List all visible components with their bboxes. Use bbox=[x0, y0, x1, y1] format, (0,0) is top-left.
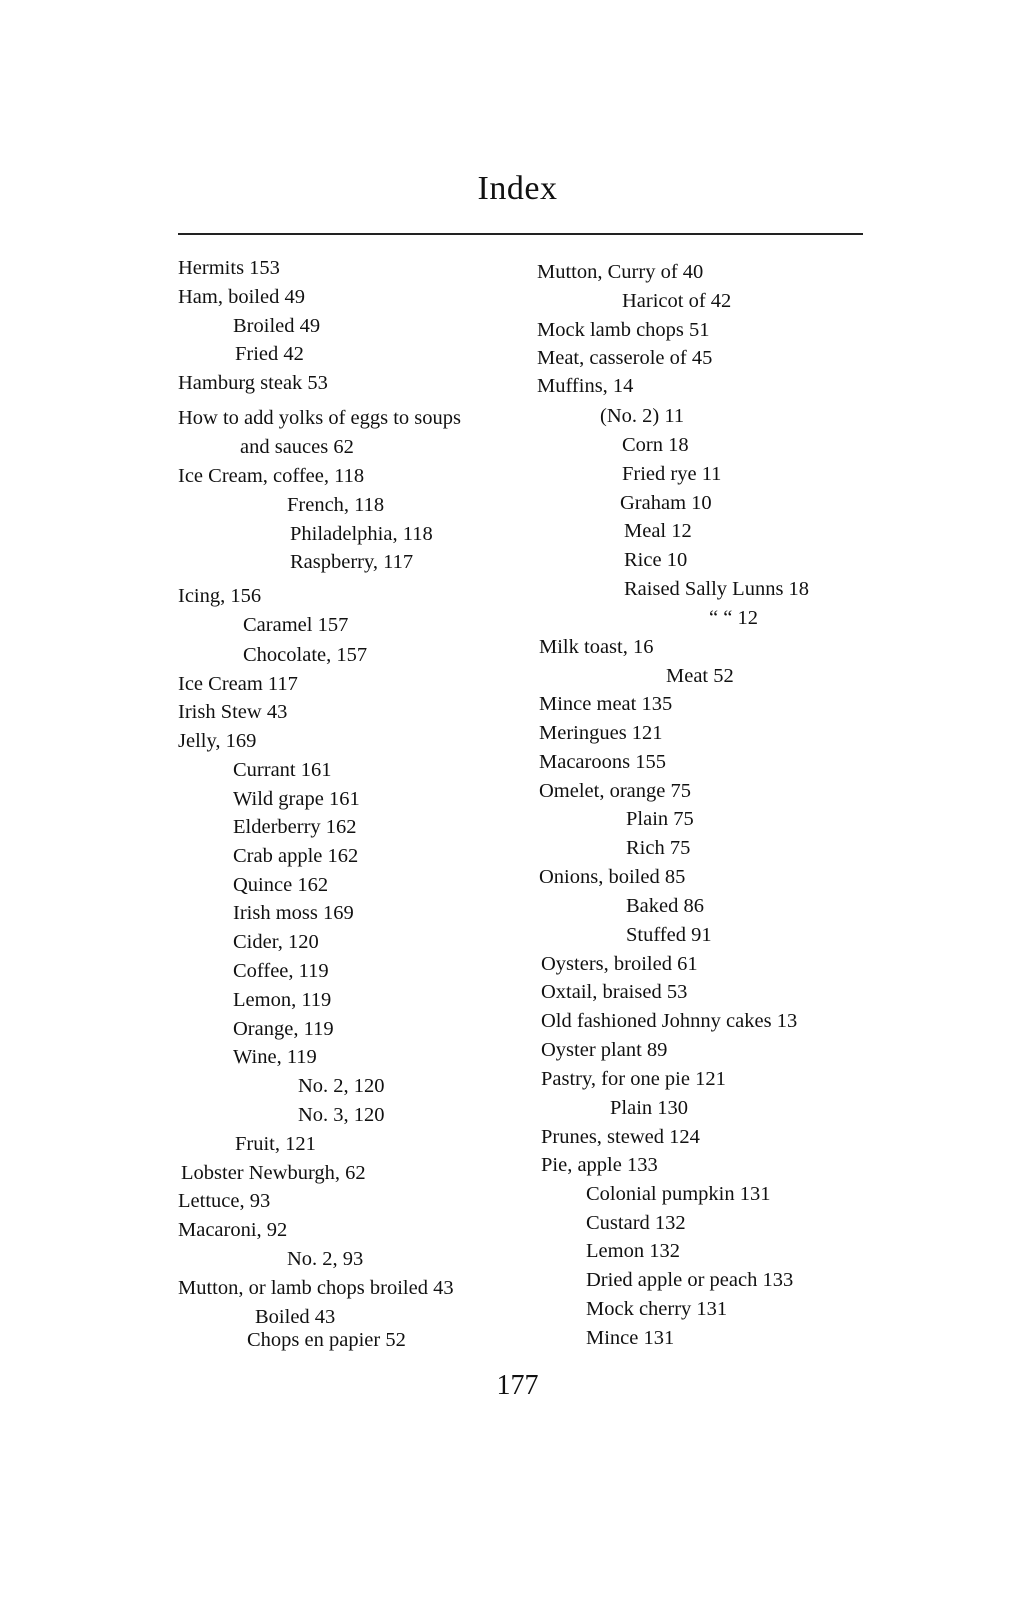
index-entry: Fruit, 121 bbox=[235, 1133, 316, 1155]
index-entry: Philadelphia, 118 bbox=[290, 523, 433, 545]
index-entry: Macaroni, 92 bbox=[178, 1219, 288, 1241]
index-entry: Chocolate, 157 bbox=[243, 644, 368, 666]
index-entry: Prunes, stewed 124 bbox=[541, 1126, 700, 1148]
index-entry: Lemon 132 bbox=[586, 1240, 680, 1262]
index-entry: Mutton, or lamb chops broiled 43 bbox=[178, 1277, 454, 1299]
index-entry: Quince 162 bbox=[233, 874, 329, 896]
index-entry: Omelet, orange 75 bbox=[539, 780, 691, 802]
index-entry: Old fashioned Johnny cakes 13 bbox=[541, 1010, 798, 1032]
index-entry: Boiled 43 bbox=[255, 1306, 336, 1328]
index-entry: Icing, 156 bbox=[178, 585, 262, 607]
index-entry: Macaroons 155 bbox=[539, 751, 666, 773]
index-entry: Meringues 121 bbox=[539, 722, 663, 744]
index-entry: No. 3, 120 bbox=[298, 1104, 385, 1126]
index-entry: Colonial pumpkin 131 bbox=[586, 1183, 771, 1205]
index-entry: Orange, 119 bbox=[233, 1018, 334, 1040]
index-entry: Cider, 120 bbox=[233, 931, 319, 953]
index-entry: Broiled 49 bbox=[233, 315, 321, 337]
title-rule bbox=[178, 233, 863, 235]
index-entry: Baked 86 bbox=[626, 895, 704, 917]
index-entry: Elderberry 162 bbox=[233, 816, 357, 838]
index-entry: Rice 10 bbox=[624, 549, 688, 571]
index-entry: Muffins, 14 bbox=[537, 375, 634, 397]
index-entry: Meat 52 bbox=[666, 665, 734, 687]
index-entry: Mock lamb chops 51 bbox=[537, 319, 710, 341]
index-entry: Hamburg steak 53 bbox=[178, 372, 328, 394]
index-entry: Ham, boiled 49 bbox=[178, 286, 305, 308]
index-entry: Raspberry, 117 bbox=[290, 551, 414, 573]
index-entry: Corn 18 bbox=[622, 434, 689, 456]
page-number: 177 bbox=[496, 1370, 539, 1401]
index-entry: Haricot of 42 bbox=[622, 290, 732, 312]
index-entry: Stuffed 91 bbox=[626, 924, 712, 946]
index-entry: Currant 161 bbox=[233, 759, 332, 781]
index-entry: Raised Sally Lunns 18 bbox=[624, 578, 810, 600]
index-entry: Mock cherry 131 bbox=[586, 1298, 728, 1320]
index-entry: Oysters, broiled 61 bbox=[541, 953, 698, 975]
index-entry: No. 2, 93 bbox=[287, 1248, 364, 1270]
index-entry: French, 118 bbox=[287, 494, 385, 516]
index-entry: Oyster plant 89 bbox=[541, 1039, 668, 1061]
index-entry: Irish moss 169 bbox=[233, 902, 354, 924]
index-entry: Custard 132 bbox=[586, 1212, 686, 1234]
index-entry: Milk toast, 16 bbox=[539, 636, 654, 658]
index-entry: Coffee, 119 bbox=[233, 960, 329, 982]
index-entry: Plain 75 bbox=[626, 808, 694, 830]
index-entry: Lemon, 119 bbox=[233, 989, 332, 1011]
index-entry: Mutton, Curry of 40 bbox=[537, 261, 704, 283]
index-entry: Chops en papier 52 bbox=[247, 1329, 406, 1351]
index-entry: Wine, 119 bbox=[233, 1046, 317, 1068]
index-entry: Caramel 157 bbox=[243, 614, 349, 636]
index-entry: Irish Stew 43 bbox=[178, 701, 288, 723]
index-entry: Pastry, for one pie 121 bbox=[541, 1068, 726, 1090]
index-entry: Jelly, 169 bbox=[178, 730, 257, 752]
index-entry: Pie, apple 133 bbox=[541, 1154, 658, 1176]
index-entry: Oxtail, braised 53 bbox=[541, 981, 688, 1003]
index-entry: No. 2, 120 bbox=[298, 1075, 385, 1097]
page-title: Index bbox=[477, 170, 558, 207]
index-entry: Crab apple 162 bbox=[233, 845, 359, 867]
index-entry: Fried rye 11 bbox=[622, 463, 722, 485]
index-entry: Mince 131 bbox=[586, 1327, 675, 1349]
index-entry: Mince meat 135 bbox=[539, 693, 673, 715]
index-entry: Meat, casserole of 45 bbox=[537, 347, 713, 369]
index-entry: Hermits 153 bbox=[178, 257, 280, 279]
index-entry: Wild grape 161 bbox=[233, 788, 360, 810]
index-entry: Onions, boiled 85 bbox=[539, 866, 686, 888]
index-entry: Plain 130 bbox=[610, 1097, 689, 1119]
index-entry: Lettuce, 93 bbox=[178, 1190, 271, 1212]
index-entry: Lobster Newburgh, 62 bbox=[181, 1162, 366, 1184]
index-entry: (No. 2) 11 bbox=[600, 405, 685, 427]
index-entry: and sauces 62 bbox=[240, 436, 354, 458]
index-entry: Fried 42 bbox=[235, 343, 304, 365]
index-entry: “ “ 12 bbox=[709, 607, 758, 629]
index-entry: Graham 10 bbox=[620, 492, 712, 514]
index-entry: Ice Cream 117 bbox=[178, 673, 298, 695]
index-entry: Dried apple or peach 133 bbox=[586, 1269, 794, 1291]
index-entry: Ice Cream, coffee, 118 bbox=[178, 465, 365, 487]
index-entry: Meal 12 bbox=[624, 520, 692, 542]
index-entry: Rich 75 bbox=[626, 837, 691, 859]
index-entry: How to add yolks of eggs to soups bbox=[178, 407, 462, 429]
